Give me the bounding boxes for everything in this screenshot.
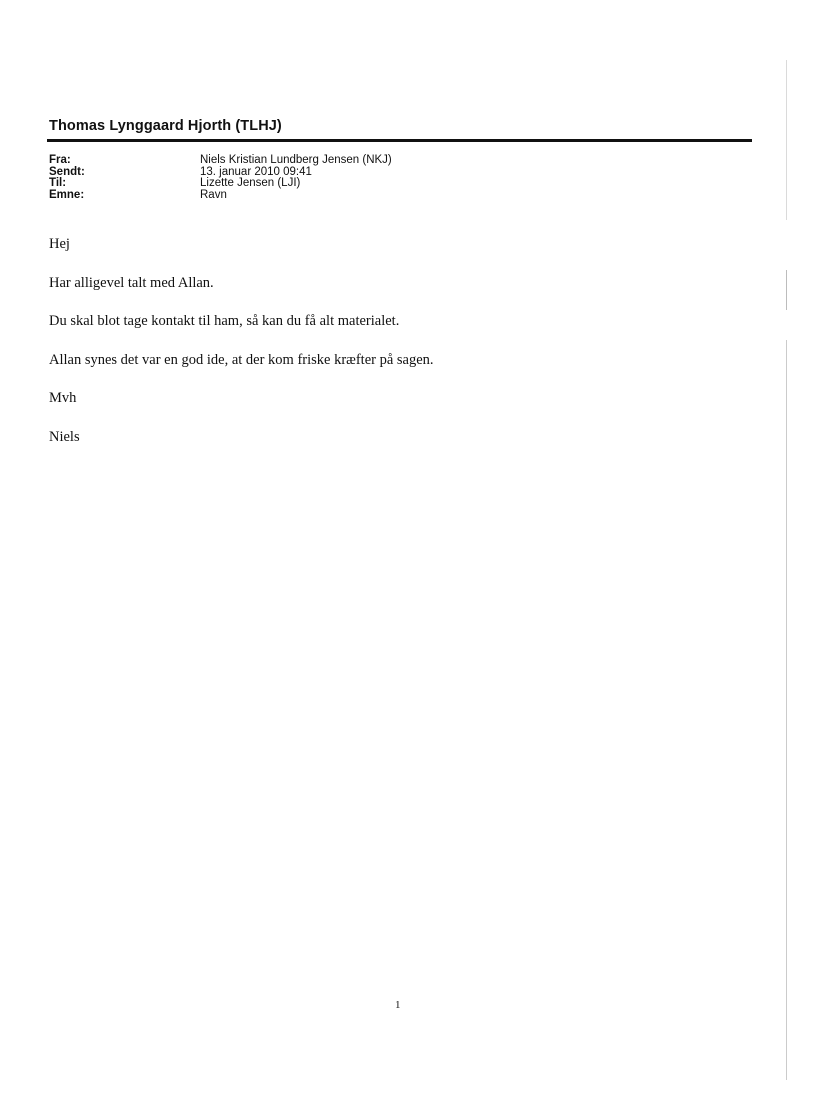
page-number: 1	[395, 999, 401, 1011]
heading-divider	[47, 139, 752, 142]
greeting: Hej	[49, 236, 70, 252]
header-from	[49, 155, 392, 167]
body-paragraph: Du skal blot tage kontakt til ham, så kan du få alt materialet.	[49, 313, 400, 329]
header-subject	[49, 190, 392, 202]
scan-edge-line	[786, 270, 787, 310]
header-value: 13. januar 2010 09:41	[200, 165, 312, 178]
header-to	[49, 178, 392, 190]
closing: Mvh	[49, 390, 77, 406]
header-label: Fra:	[49, 154, 71, 166]
header-value: Niels Kristian Lundberg Jensen (NKJ)	[200, 154, 392, 166]
scan-edge-line	[786, 60, 787, 220]
scan-edge-line	[786, 340, 787, 1080]
body-paragraph: Har alligevel talt med Allan.	[49, 274, 214, 291]
header-label: Emne:	[49, 188, 85, 201]
header-label: Sendt:	[49, 165, 85, 178]
header-label: Til:	[49, 177, 67, 189]
signature-name: Niels	[49, 428, 80, 445]
header-value: Ravn	[200, 188, 227, 201]
mailbox-owner-heading: Thomas Lynggaard Hjorth (TLHJ)	[49, 118, 282, 134]
email-body	[49, 234, 749, 465]
email-headers	[49, 155, 392, 201]
header-value: Lizette Jensen (LJI)	[200, 177, 301, 189]
body-paragraph: Allan synes det var en god ide, at der kom friske kræfter på sagen.	[49, 351, 434, 368]
